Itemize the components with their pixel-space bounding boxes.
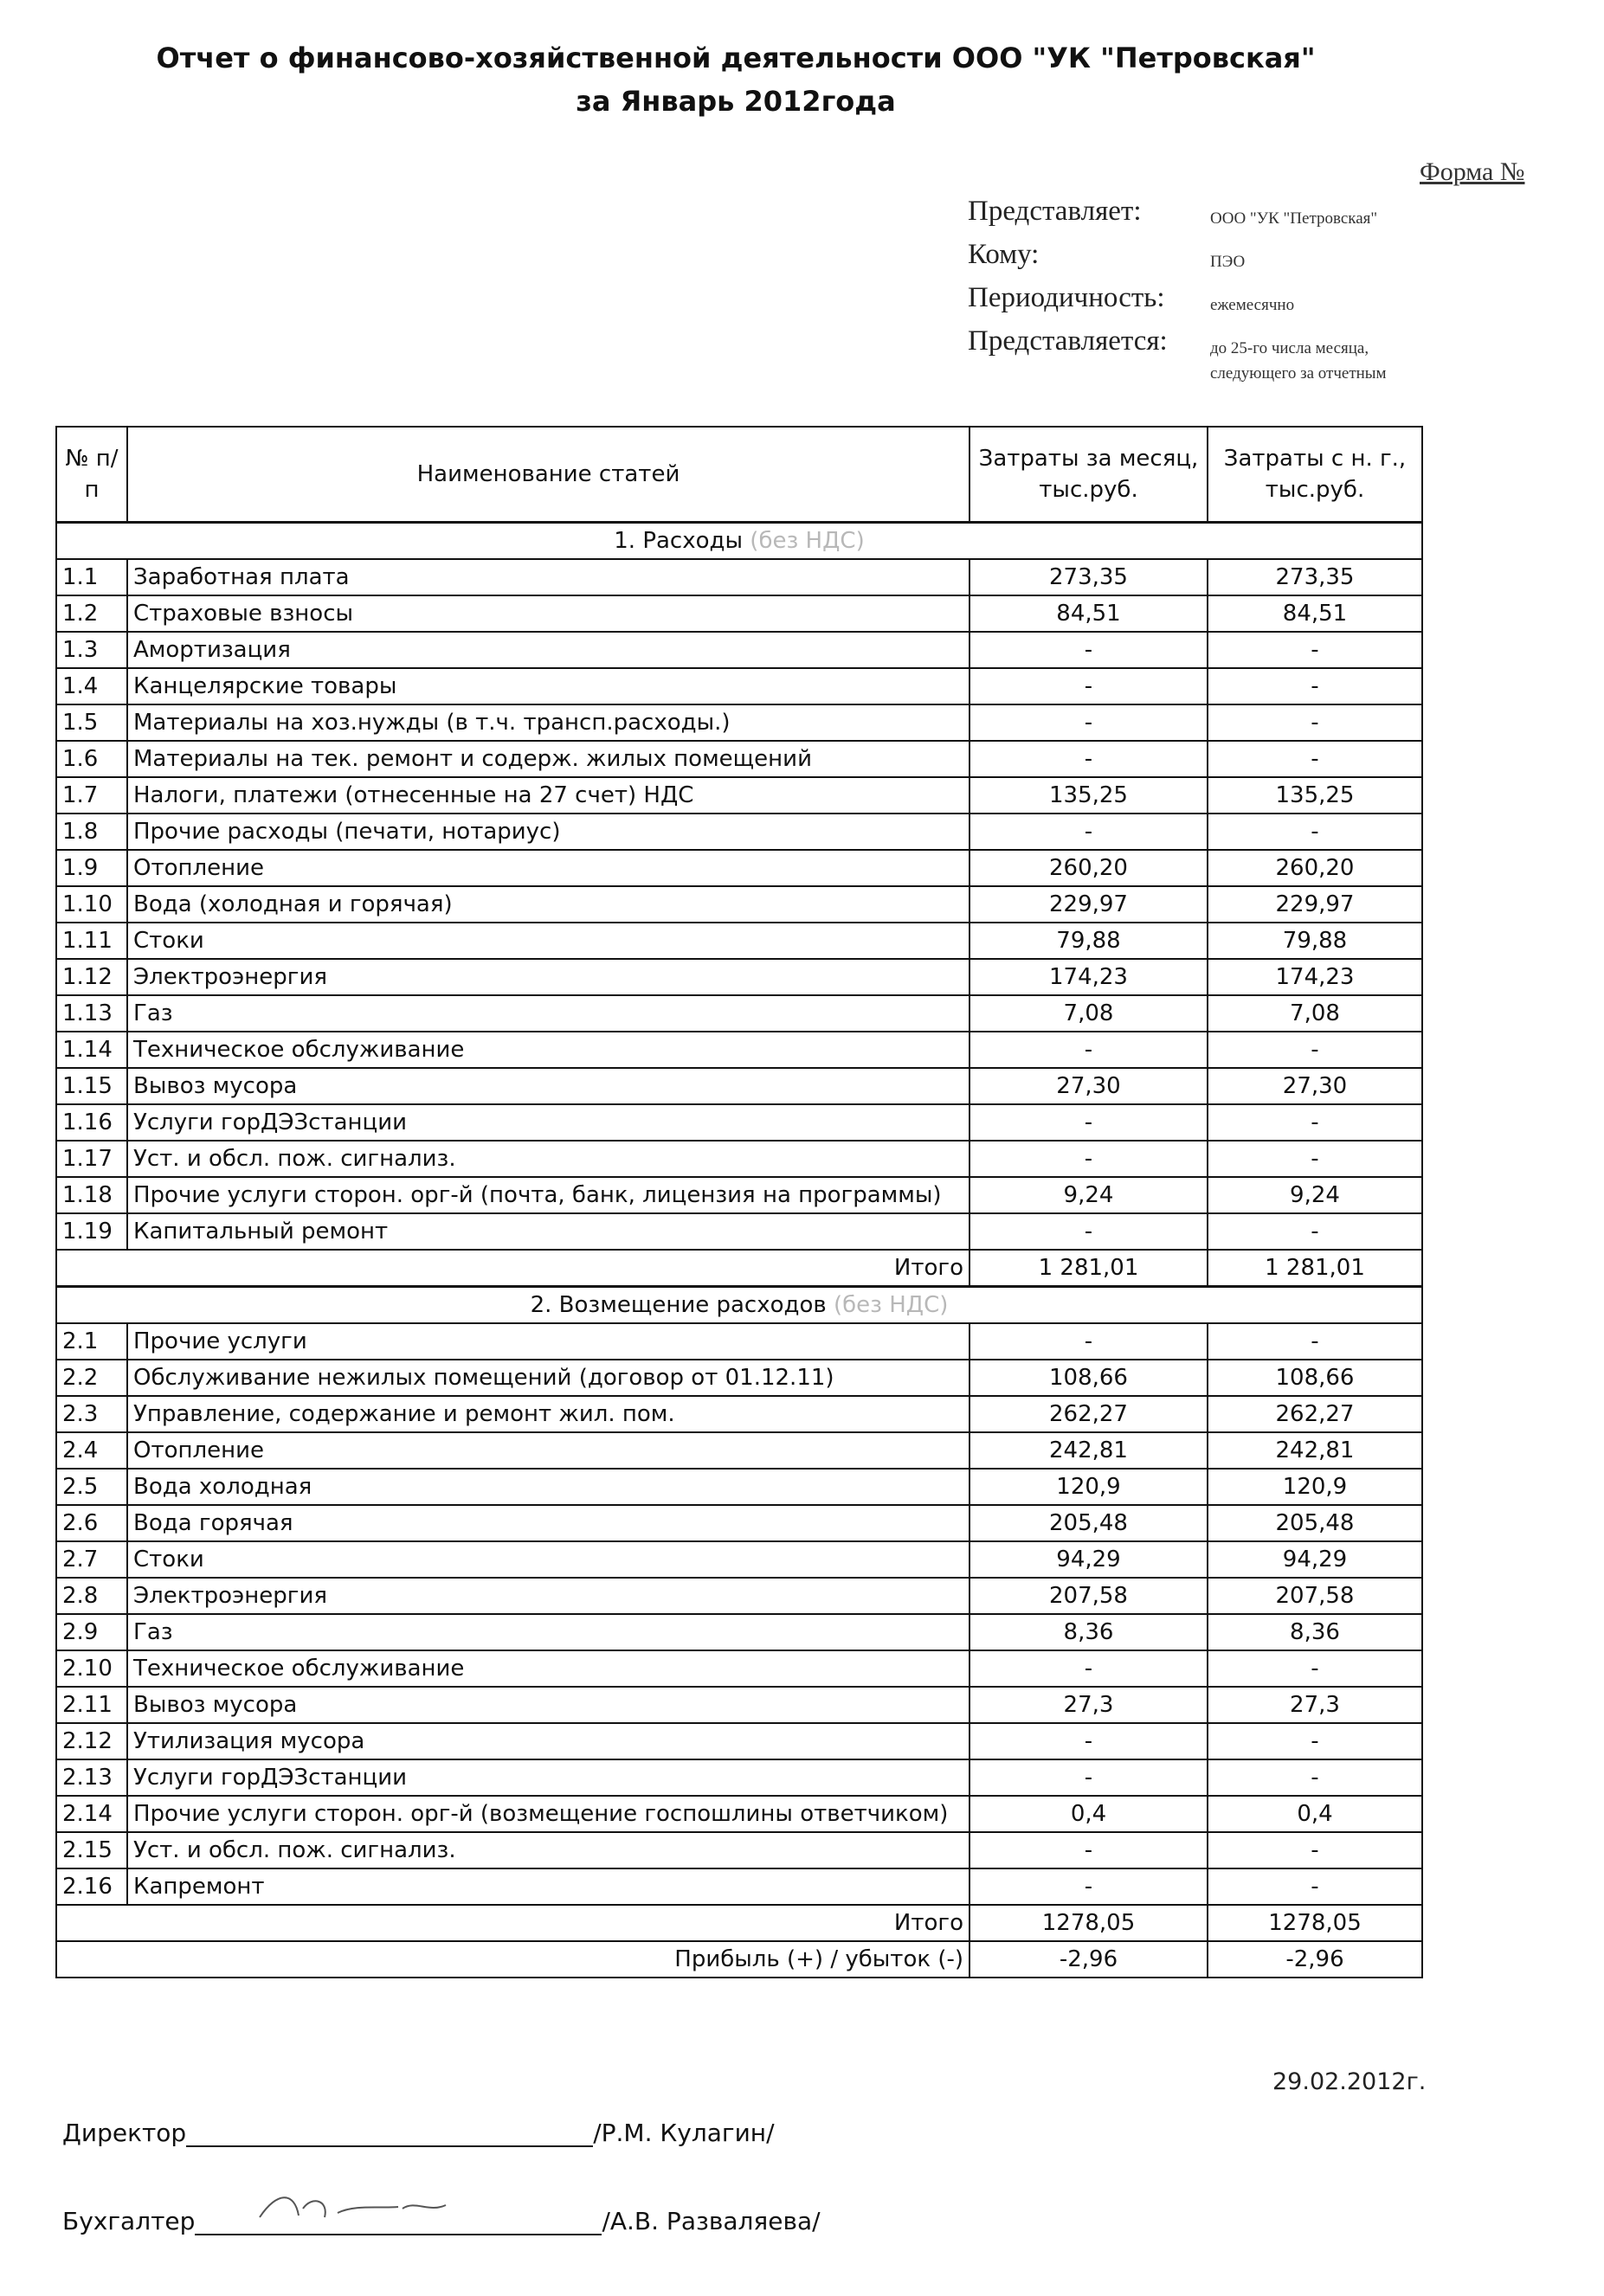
row-number: 1.19 (56, 1213, 127, 1250)
table-row (56, 1213, 1422, 1250)
director-label: Директор (62, 2119, 187, 2147)
row-month-value: 262,27 (969, 1396, 1208, 1432)
section-title-text: 1. Расходы (614, 528, 744, 554)
header-name: Наименование статей (127, 427, 969, 523)
row-name: Отопление (127, 850, 969, 886)
row-ytd-value: 120,9 (1208, 1469, 1422, 1505)
profit-month: -2,96 (969, 1941, 1208, 1978)
total-month: 1 281,01 (969, 1250, 1208, 1287)
meta-label: Представляет: (968, 196, 1142, 227)
row-ytd-value: - (1208, 1141, 1422, 1177)
row-month-value: - (969, 1723, 1208, 1759)
meta-value: до 25-го числа месяца, следующего за отчетным (1210, 339, 1387, 383)
row-number: 1.17 (56, 1141, 127, 1177)
section1-total-row (56, 1250, 1422, 1287)
row-name: Капремонт (127, 1868, 969, 1905)
row-name: Прочие услуги сторон. орг-й (почта, банк, лицензия на программы) (127, 1177, 969, 1213)
row-ytd-value: 84,51 (1208, 595, 1422, 632)
row-name: Услуги горДЭЗстанции (127, 1104, 969, 1141)
table-row (56, 1469, 1422, 1505)
table-row (56, 668, 1422, 704)
total-label: Итого (56, 1250, 969, 1287)
row-month-value: 8,36 (969, 1614, 1208, 1650)
table-row (56, 1687, 1422, 1723)
accountant-label: Бухгалтер (62, 2207, 196, 2235)
row-month-value: 94,29 (969, 1541, 1208, 1578)
row-name: Услуги горДЭЗстанции (127, 1759, 969, 1796)
section-header-row (56, 1287, 1422, 1324)
meta-label: Кому: (968, 239, 1040, 270)
row-number: 2.13 (56, 1759, 127, 1796)
row-month-value: - (969, 1650, 1208, 1687)
row-number: 1.2 (56, 595, 127, 632)
total-ytd: 1278,05 (1208, 1905, 1422, 1941)
table-row (56, 704, 1422, 741)
section-header-row (56, 523, 1422, 560)
row-name: Вывоз мусора (127, 1687, 969, 1723)
row-month-value: 242,81 (969, 1432, 1208, 1469)
row-number: 1.14 (56, 1032, 127, 1068)
row-month-value: - (969, 1759, 1208, 1796)
row-ytd-value: 242,81 (1208, 1432, 1422, 1469)
row-month-value: 27,30 (969, 1068, 1208, 1104)
row-name: Заработная плата (127, 559, 969, 595)
table-row (56, 1396, 1422, 1432)
row-number: 1.6 (56, 741, 127, 777)
table-row (56, 1578, 1422, 1614)
row-name: Прочие услуги сторон. орг-й (возмещение госпошлины ответчиком) (127, 1796, 969, 1832)
row-ytd-value: 262,27 (1208, 1396, 1422, 1432)
row-ytd-value: - (1208, 1759, 1422, 1796)
section-title-text: 2. Возмещение расходов (530, 1292, 827, 1318)
header-month: Затраты за месяц, тыс.руб. (969, 427, 1208, 523)
row-ytd-value: - (1208, 632, 1422, 668)
row-month-value: - (969, 1032, 1208, 1068)
report-title: Отчет о финансово-хозяйственной деятельности ООО "УК "Петровская" (156, 42, 1316, 74)
table-row (56, 1323, 1422, 1360)
meta-label: Представляется: (968, 325, 1168, 357)
meta-label: Периодичность: (968, 282, 1165, 313)
table-row (56, 1505, 1422, 1541)
row-name: Канцелярские товары (127, 668, 969, 704)
meta-row-deadline (968, 325, 1453, 383)
row-number: 2.9 (56, 1614, 127, 1650)
director-name: /Р.М. Кулагин/ (593, 2119, 775, 2147)
row-month-value: 120,9 (969, 1469, 1208, 1505)
director-signature-line (62, 2119, 775, 2147)
row-number: 1.9 (56, 850, 127, 886)
form-number-label: Форма № (1420, 158, 1525, 186)
row-number: 2.14 (56, 1796, 127, 1832)
row-ytd-value: - (1208, 1213, 1422, 1250)
row-number: 2.11 (56, 1687, 127, 1723)
row-number: 1.7 (56, 777, 127, 814)
table-row (56, 1360, 1422, 1396)
row-number: 2.12 (56, 1723, 127, 1759)
row-month-value: 207,58 (969, 1578, 1208, 1614)
row-month-value: - (969, 1213, 1208, 1250)
table-row (56, 1032, 1422, 1068)
row-ytd-value: 174,23 (1208, 959, 1422, 995)
signature-line (195, 2209, 602, 2235)
row-number: 2.8 (56, 1578, 127, 1614)
row-number: 2.3 (56, 1396, 127, 1432)
row-ytd-value: - (1208, 1650, 1422, 1687)
row-month-value: - (969, 1323, 1208, 1360)
row-ytd-value: 8,36 (1208, 1614, 1422, 1650)
row-month-value: - (969, 814, 1208, 850)
row-ytd-value: 273,35 (1208, 559, 1422, 595)
row-ytd-value: 0,4 (1208, 1796, 1422, 1832)
row-month-value: 135,25 (969, 777, 1208, 814)
table-row (56, 632, 1422, 668)
table-body (56, 523, 1422, 1978)
row-ytd-value: - (1208, 704, 1422, 741)
accountant-signature-line (62, 2207, 821, 2235)
row-month-value: - (969, 1868, 1208, 1905)
row-name: Вода холодная (127, 1469, 969, 1505)
table-row (56, 1141, 1422, 1177)
table-row (56, 1068, 1422, 1104)
row-ytd-value: 205,48 (1208, 1505, 1422, 1541)
row-number: 2.2 (56, 1360, 127, 1396)
row-month-value: - (969, 1832, 1208, 1868)
report-table (55, 426, 1423, 1978)
row-ytd-value: - (1208, 1723, 1422, 1759)
row-name: Стоки (127, 1541, 969, 1578)
row-ytd-value: 108,66 (1208, 1360, 1422, 1396)
row-name: Страховые взносы (127, 595, 969, 632)
table-row (56, 1868, 1422, 1905)
row-month-value: - (969, 632, 1208, 668)
table-row (56, 1723, 1422, 1759)
row-number: 2.4 (56, 1432, 127, 1469)
row-number: 1.12 (56, 959, 127, 995)
report-date: 29.02.2012г. (1272, 2068, 1427, 2095)
meta-row-periodicity (968, 282, 1453, 325)
row-month-value: 9,24 (969, 1177, 1208, 1213)
meta-row-submitter (968, 196, 1453, 239)
table-row (56, 1759, 1422, 1796)
table-row (56, 1177, 1422, 1213)
row-name: Утилизация мусора (127, 1723, 969, 1759)
row-number: 1.1 (56, 559, 127, 595)
row-name: Материалы на тек. ремонт и содерж. жилых помещений (127, 741, 969, 777)
row-month-value: - (969, 741, 1208, 777)
row-month-value: - (969, 704, 1208, 741)
row-name: Налоги, платежи (отнесенные на 27 счет) НДС (127, 777, 969, 814)
row-number: 2.15 (56, 1832, 127, 1868)
row-number: 2.6 (56, 1505, 127, 1541)
row-ytd-value: - (1208, 1323, 1422, 1360)
table-row (56, 1832, 1422, 1868)
row-ytd-value: 7,08 (1208, 995, 1422, 1032)
table-row (56, 814, 1422, 850)
table-row (56, 886, 1422, 923)
row-name: Капитальный ремонт (127, 1213, 969, 1250)
table-row (56, 1104, 1422, 1141)
row-ytd-value: - (1208, 1104, 1422, 1141)
row-number: 2.1 (56, 1323, 127, 1360)
table-row (56, 1614, 1422, 1650)
row-name: Отопление (127, 1432, 969, 1469)
profit-ytd: -2,96 (1208, 1941, 1422, 1978)
meta-block (968, 196, 1453, 383)
row-ytd-value: - (1208, 668, 1422, 704)
row-month-value: - (969, 668, 1208, 704)
table-row (56, 995, 1422, 1032)
row-ytd-value: - (1208, 741, 1422, 777)
total-label: Итого (56, 1905, 969, 1941)
meta-row-recipient (968, 239, 1453, 282)
table-row (56, 1650, 1422, 1687)
row-number: 1.13 (56, 995, 127, 1032)
row-number: 1.5 (56, 704, 127, 741)
section-title (56, 523, 1422, 560)
table-row (56, 777, 1422, 814)
table-row (56, 1541, 1422, 1578)
row-name: Электроэнергия (127, 959, 969, 995)
header-ytd: Затраты с н. г., тыс.руб. (1208, 427, 1422, 523)
row-number: 1.8 (56, 814, 127, 850)
table-row (56, 741, 1422, 777)
row-ytd-value: - (1208, 1032, 1422, 1068)
row-month-value: - (969, 1141, 1208, 1177)
row-name: Электроэнергия (127, 1578, 969, 1614)
row-ytd-value: 229,97 (1208, 886, 1422, 923)
row-name: Техническое обслуживание (127, 1650, 969, 1687)
row-month-value: - (969, 1104, 1208, 1141)
row-ytd-value: - (1208, 1868, 1422, 1905)
row-name: Амортизация (127, 632, 969, 668)
row-ytd-value: - (1208, 1832, 1422, 1868)
row-name: Вывоз мусора (127, 1068, 969, 1104)
section2-total-row (56, 1905, 1422, 1941)
section-note: (без НДС) (833, 1292, 949, 1318)
row-name: Вода горячая (127, 1505, 969, 1541)
row-number: 1.11 (56, 923, 127, 959)
meta-value: ПЭО (1210, 253, 1246, 271)
signature-line (186, 2121, 593, 2147)
row-name: Техническое обслуживание (127, 1032, 969, 1068)
row-ytd-value: 27,30 (1208, 1068, 1422, 1104)
row-month-value: 229,97 (969, 886, 1208, 923)
row-ytd-value: 79,88 (1208, 923, 1422, 959)
row-ytd-value: 9,24 (1208, 1177, 1422, 1213)
row-number: 1.18 (56, 1177, 127, 1213)
row-name: Вода (холодная и горячая) (127, 886, 969, 923)
row-month-value: 273,35 (969, 559, 1208, 595)
row-number: 1.4 (56, 668, 127, 704)
row-number: 1.3 (56, 632, 127, 668)
row-number: 2.16 (56, 1868, 127, 1905)
accountant-name: /А.В. Разваляева/ (602, 2207, 821, 2235)
meta-value: ООО "УК "Петровская" (1210, 209, 1378, 228)
meta-value: ежемесячно (1210, 296, 1295, 314)
section-note: (без НДС) (750, 528, 865, 554)
row-month-value: 7,08 (969, 995, 1208, 1032)
row-ytd-value: 135,25 (1208, 777, 1422, 814)
table-row (56, 595, 1422, 632)
row-ytd-value: 94,29 (1208, 1541, 1422, 1578)
row-name: Газ (127, 1614, 969, 1650)
row-name: Газ (127, 995, 969, 1032)
row-name: Стоки (127, 923, 969, 959)
row-name: Обслуживание нежилых помещений (договор от 01.12.11) (127, 1360, 969, 1396)
row-number: 1.10 (56, 886, 127, 923)
row-number: 2.7 (56, 1541, 127, 1578)
section-title (56, 1287, 1422, 1324)
row-month-value: 260,20 (969, 850, 1208, 886)
row-name: Управление, содержание и ремонт жил. пом. (127, 1396, 969, 1432)
row-ytd-value: 207,58 (1208, 1578, 1422, 1614)
profit-row (56, 1941, 1422, 1978)
report-period: за Январь 2012года (576, 85, 896, 118)
profit-label: Прибыль (+) / убыток (-) (56, 1941, 969, 1978)
table-row (56, 850, 1422, 886)
row-month-value: 27,3 (969, 1687, 1208, 1723)
total-month: 1278,05 (969, 1905, 1208, 1941)
row-name: Прочие расходы (печати, нотариус) (127, 814, 969, 850)
row-number: 1.16 (56, 1104, 127, 1141)
table-row (56, 923, 1422, 959)
row-month-value: 84,51 (969, 595, 1208, 632)
row-month-value: 79,88 (969, 923, 1208, 959)
row-month-value: 174,23 (969, 959, 1208, 995)
table-row (56, 1432, 1422, 1469)
table-row (56, 1796, 1422, 1832)
row-month-value: 205,48 (969, 1505, 1208, 1541)
table-row (56, 559, 1422, 595)
row-month-value: 0,4 (969, 1796, 1208, 1832)
row-name: Прочие услуги (127, 1323, 969, 1360)
row-ytd-value: - (1208, 814, 1422, 850)
header-num: № п/п (56, 427, 127, 523)
row-number: 2.5 (56, 1469, 127, 1505)
row-ytd-value: 260,20 (1208, 850, 1422, 886)
row-name: Уст. и обсл. пож. сигнализ. (127, 1832, 969, 1868)
total-ytd: 1 281,01 (1208, 1250, 1422, 1287)
row-name: Уст. и обсл. пож. сигнализ. (127, 1141, 969, 1177)
row-name: Материалы на хоз.нужды (в т.ч. трансп.расходы.) (127, 704, 969, 741)
table-row (56, 959, 1422, 995)
row-number: 1.15 (56, 1068, 127, 1104)
table-header-row (56, 427, 1422, 523)
row-ytd-value: 27,3 (1208, 1687, 1422, 1723)
row-month-value: 108,66 (969, 1360, 1208, 1396)
row-number: 2.10 (56, 1650, 127, 1687)
